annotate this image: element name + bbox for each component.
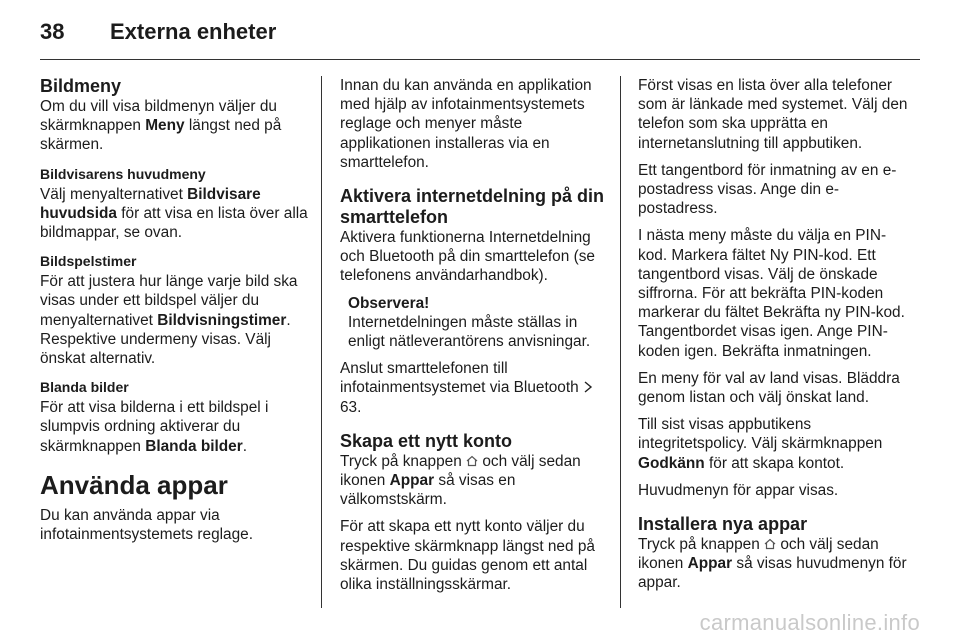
paragraph: Ett tangentbord för inmatning av en e-postadress visas. Ange din e-postadress. xyxy=(638,161,897,218)
paragraph: Huvudmenyn för appar visas. xyxy=(638,481,839,499)
home-icon xyxy=(466,453,478,465)
section-heading-bildmeny: Bildmeny xyxy=(40,76,122,96)
paragraph: Aktivera funktionerna Internetdelning och Bluetooth på din smarttelefon (se telefonens användarhandbok). xyxy=(340,229,595,285)
subheading-blanda-bilder: Blanda bilder xyxy=(40,379,129,396)
subheading-bildspelstimer: Bildspelstimer xyxy=(40,253,137,270)
paragraph: Du kan använda appar via infotainmentsystemets reglage. xyxy=(40,506,254,544)
paragraph: En meny för val av land visas. Bläddra genom listan och välj önskat land. xyxy=(638,369,900,407)
subheading-huvudmeny: Bildvisarens huvudmeny xyxy=(40,165,206,182)
section-heading-installera: Installera nya appar xyxy=(638,514,808,535)
column-divider xyxy=(321,76,322,608)
page-number: 38 xyxy=(40,19,65,44)
column-1 xyxy=(40,76,308,552)
paragraph: Tryck på knappen och välj sedan ikonen Appar så visas huvudmenyn för appar. xyxy=(638,536,907,592)
paragraph: I nästa meny måste du välja en PIN-kod. Markera fältet Ny PIN-kod. Ett tangentbord visas. Välj de önskade siffrorna. För att bekräfta PIN-koden markerar du fältet Bekräfta ny PIN-kod. Tangentbordet visas igen. Ange PIN-koden igen. Bekräfta inmatningen. xyxy=(638,227,905,360)
paragraph: För att visa bilderna i ett bildspel i slumpvis ordning aktiverar du skärmknappen Blanda bilder. xyxy=(40,399,269,455)
section-heading-aktivera: Aktivera internetdelning på din smarttelefon xyxy=(340,186,605,228)
paragraph: Tryck på knappen och välj sedan ikonen Appar så visas en välkomstskärm. xyxy=(340,452,581,509)
note-box xyxy=(340,294,608,352)
paragraph: För att skapa ett nytt konto väljer du respektive skärmknapp längst ned på skärmen. Du guidas genom ett antal olika inställningsskärmar. xyxy=(340,518,595,594)
column-2 xyxy=(340,76,608,602)
home-icon xyxy=(764,536,776,548)
column-divider xyxy=(620,76,621,608)
paragraph: Först visas en lista över alla telefoner som är länkade med systemet. Välj den telefon som ska upprätta en internetanslutning till appbutiken. xyxy=(638,77,908,152)
section-heading-skapa-konto: Skapa ett nytt konto xyxy=(340,430,513,451)
chapter-heading-anvanda-appar: Använda appar xyxy=(40,469,228,500)
paragraph: Välj menyalternativet Bildvisare huvudsida för att visa en lista över alla bildmappar, se ovan. xyxy=(40,185,308,242)
paragraph: Om du vill visa bildmenyn väljer du skärmknappen Meny längst ned på skärmen. xyxy=(40,98,282,154)
page-reference-arrow-icon xyxy=(583,379,593,391)
page-title: Externa enheter xyxy=(110,19,277,44)
header-divider xyxy=(40,59,920,60)
column-3 xyxy=(638,76,910,601)
page-header xyxy=(40,14,920,50)
note-text: Internetdelningen måste ställas in enligt nätleverantörens anvisningar. xyxy=(348,313,591,351)
watermark-brand: carmanualsonline.info xyxy=(699,610,920,635)
paragraph: För att justera hur länge varje bild ska visas under ett bildspel väljer du menyalternativet Bildvisningstimer. Respektive undermeny visas. Välj önskat alternativ. xyxy=(40,273,298,368)
note-title: Observera! xyxy=(348,294,430,312)
paragraph: Till sist visas appbutikens integritetspolicy. Välj skärmknappen Godkänn för att skapa kontot. xyxy=(638,416,883,472)
paragraph: Anslut smarttelefonen till infotainmentsystemet via Bluetooth 63. xyxy=(340,359,608,417)
paragraph: Innan du kan använda en applikation med hjälp av infotainmentsystemets reglage och menyer måste applikationen installeras via en smarttelefon. xyxy=(340,77,592,171)
